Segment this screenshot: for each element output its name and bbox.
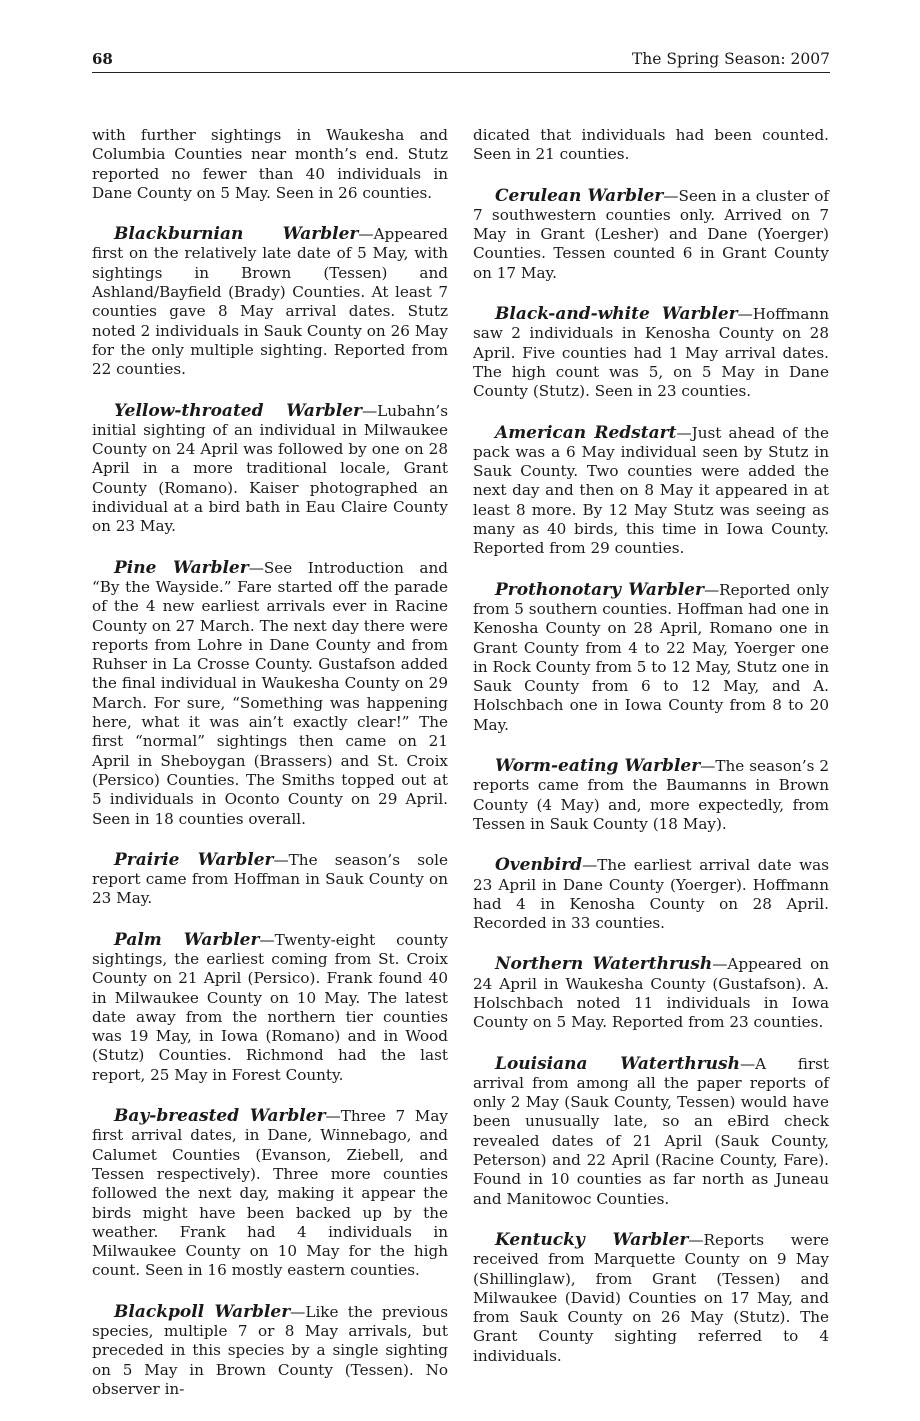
species-entry bbox=[473, 955, 829, 1032]
em-dash: — bbox=[703, 580, 720, 599]
species-entry bbox=[473, 757, 829, 834]
species-entry bbox=[473, 424, 829, 559]
species-name: Blackburnian Warbler bbox=[114, 224, 359, 245]
species-name: Ovenbird bbox=[495, 855, 583, 876]
species-text: Hoffmann saw 2 individuals in Kenosha County on 28 April. Five counties had 1 May arrival dates. The high count was 5, on 5 May in Dane County (Stutz). Seen in 23 counties. bbox=[473, 305, 829, 401]
species-name: Pine Warbler bbox=[114, 557, 249, 578]
em-dash: — bbox=[361, 401, 378, 420]
species-name: Bay-breasted Warbler bbox=[114, 1106, 326, 1127]
species-name: Northern Waterthrush bbox=[495, 954, 713, 975]
species-text: Seen in a cluster of 7 southwestern counties only. Arrived on 7 May in Grant (Lesher) and Dane (Yoerger) Counties. Tessen counted 6 in Grant County on 17 May. bbox=[473, 186, 829, 282]
species-name: American Redstart bbox=[495, 422, 677, 443]
species-entry bbox=[473, 187, 829, 283]
species-text: Appeared on 24 April in Waukesha County (Gustafson). A. Holschbach noted 11 individuals in Iowa County on 5 May. Reported from 23 counties. bbox=[473, 955, 829, 1032]
continuation-paragraph: with further sightings in Waukesha and Columbia Counties near month’s end. Stutz reported no fewer than 40 individuals in Dane County on 5 May. Seen in 26 counties. bbox=[92, 126, 448, 202]
species-entry bbox=[92, 402, 448, 537]
species-text: Just ahead of the pack was a 6 May individual seen by Stutz in Sauk County. Two counties were added the next day and then on 8 May it appeared in at least 8 more. By 12 May Stutz was seeing as many as 40 birds, this time in Iowa County. Reported from 29 counties. bbox=[473, 423, 829, 558]
em-dash: — bbox=[700, 757, 716, 776]
em-dash: — bbox=[582, 856, 598, 875]
species-entry bbox=[92, 225, 448, 379]
em-dash: — bbox=[688, 1230, 704, 1249]
species-text: Appeared first on the relatively late date of 5 May, with sightings in Brown (Tessen) and Ashland/Bayfield (Brady) Counties. At least 7 counties gave 8 May arrival dates. Stutz noted 2 individuals in Sauk County on 26 May for the only multiple sighting. Reported from 22 counties. bbox=[92, 225, 448, 379]
em-dash: — bbox=[273, 850, 289, 869]
species-text: The season’s 2 reports came from the Baumanns in Brown County (4 May) and, more expectedly, from Tessen in Sauk County (18 May). bbox=[473, 757, 829, 833]
species-text: Like the previous species, multiple 7 or 8 May arrivals, but preceded in this species by a single sighting on 5 May in Brown County (Tessen). No observer in- bbox=[92, 1302, 448, 1398]
species-entry bbox=[473, 1055, 829, 1209]
species-name: Worm-eating Warbler bbox=[495, 756, 701, 777]
species-entry bbox=[473, 581, 829, 735]
em-dash: — bbox=[739, 1054, 756, 1073]
species-text: The earliest arrival date was 23 April in Dane County (Yoerger). Hoffmann had 4 in Kenosha County on 28 April. Recorded in 33 counties. bbox=[473, 856, 829, 933]
species-entry bbox=[473, 1231, 829, 1366]
species-entry bbox=[92, 1107, 448, 1281]
species-entry bbox=[92, 851, 448, 909]
species-name: Blackpoll Warbler bbox=[114, 1301, 291, 1322]
species-entry bbox=[473, 856, 829, 933]
species-text: Reported only from 5 southern counties. Hoffman had one in Kenosha County on 28 April, Romano one in Grant County from 4 to 22 May, Yoerger one in Rock County from 5 to 12 May, Stutz one in Sauk County from 6 to 12 May, and A. Holschbach one in Iowa County from 8 to 20 May. bbox=[473, 580, 829, 734]
em-dash: — bbox=[290, 1302, 306, 1321]
em-dash: — bbox=[663, 186, 679, 205]
species-name: Cerulean Warbler bbox=[495, 185, 664, 206]
em-dash: — bbox=[737, 305, 753, 324]
species-entry bbox=[473, 305, 829, 401]
species-entry bbox=[92, 559, 448, 829]
page-number: 68 bbox=[92, 50, 113, 68]
continuation-paragraph: dicated that individuals had been counted. Seen in 21 counties. bbox=[473, 126, 829, 164]
em-dash: — bbox=[259, 930, 275, 949]
species-entry bbox=[92, 1303, 448, 1399]
em-dash: — bbox=[358, 225, 374, 244]
running-head: The Spring Season: 2007 bbox=[631, 50, 830, 68]
species-name: Prothonotary Warbler bbox=[495, 579, 704, 600]
species-name: Prairie Warbler bbox=[114, 849, 274, 870]
species-text: Three 7 May first arrival dates, in Dane, Winnebago, and Calumet Counties (Evanson, Ziebell, and Tessen respectively). Three more counties followed the next day, making it appear the birds might have been backed up by the weather. Frank had 4 individuals in Milwaukee County on 10 May for the high count. Seen in 16 mostly eastern counties. bbox=[92, 1107, 448, 1280]
species-text: Reports were received from Marquette County on 9 May (Shillinglaw), from Grant (Tessen) and Milwaukee (David) Counties on 17 May, and from Sauk County on 26 May (Stutz). The Grant County sighting referred to 4 individuals. bbox=[473, 1230, 829, 1365]
species-name: Kentucky Warbler bbox=[495, 1229, 689, 1250]
em-dash: — bbox=[676, 423, 692, 442]
species-entry bbox=[92, 931, 448, 1085]
em-dash: — bbox=[325, 1107, 341, 1126]
em-dash: — bbox=[712, 955, 728, 974]
em-dash: — bbox=[248, 558, 264, 577]
page-header bbox=[92, 50, 830, 73]
species-text: A first arrival from among all the paper reports of only 2 May (Sauk County, Tessen) would have been unusually late, so an eBird check revealed dates of 21 April (Sauk County, Peterson) and 22 April (Racine County, Fare). Found in 10 counties as far north as Juneau and Manitowoc Counties. bbox=[473, 1054, 829, 1208]
left-column bbox=[92, 126, 448, 1421]
species-name: Louisiana Waterthrush bbox=[495, 1053, 740, 1074]
species-text: The season’s sole report came from Hoffman in Sauk County on 23 May. bbox=[92, 850, 448, 908]
species-text: See Introduction and “By the Wayside.” Fare started off the parade of the 4 new earliest arrivals ever in Racine County on 27 March. The next day there were reports from Lohre in Dane County and from Ruhser in La Crosse County. Gustafson added the final individual in Waukesha County on 29 March. For sure, “Something was happening here, what it was ain’t exactly clear!” The first “normal” sightings then came on 21 April in Sheboygan (Brassers) and St. Croix (Persico) Counties. The Smiths topped out at 5 individuals in Oconto County on 29 April. Seen in 18 counties overall. bbox=[92, 558, 448, 828]
right-column bbox=[473, 126, 829, 1388]
species-name: Yellow-throated Warbler bbox=[114, 400, 362, 421]
species-text: Twenty-eight county sightings, the earliest coming from St. Croix County on 21 April (Persico). Frank found 40 in Milwaukee County on 10 May. The latest date away from the northern tier counties was 19 May, in Iowa (Romano) and in Wood (Stutz) Counties. Richmond had the last report, 25 May in Forest County. bbox=[92, 930, 448, 1084]
species-name: Palm Warbler bbox=[114, 929, 260, 950]
species-name: Black-and-white Warbler bbox=[495, 304, 738, 325]
species-text: Lubahn’s initial sighting of an individual in Milwaukee County on 24 April was followed by one on 28 April in a more traditional locale, Grant County (Romano). Kaiser photographed an individual at a bird bath in Eau Claire County on 23 May. bbox=[92, 401, 448, 536]
